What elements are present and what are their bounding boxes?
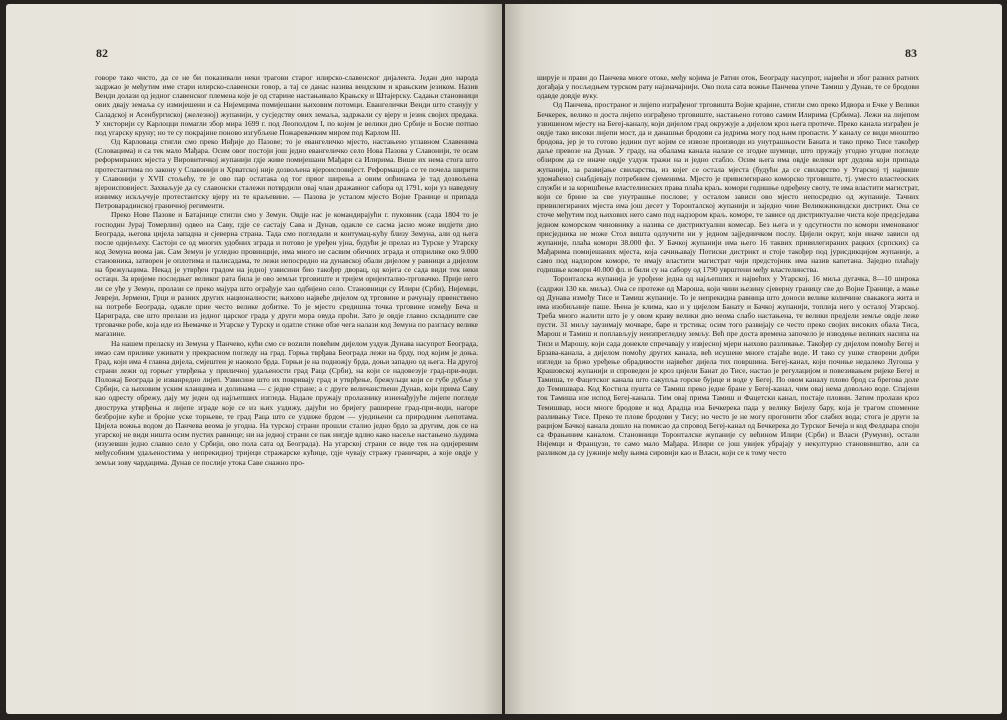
paragraph: Преко Нове Пазове и Батајнице стигли смо у Земун. Овдје нас је командирајући г. пуковник (сада 1804 то је господин Јурај Томерлин) одвео на Саву, гдје се састају Сава и Дунав, одакле се сасма јасно може видјети дио Београда, његова цијела западна и сјеверна страна. Тада смо погледали и контумац-кућу близу Земуна, али од њега после одијељеху. Састоји се од многих удобних зграда и потово је уређен ујна, будући је прелаз из Турске у Угарску код Земуна веома јак. Сам Земун је угледно провинције, има много не сасвим обичних зграда и отприлике око 9.000 становника, затворен је оплотима и палисадама, те лежи непосредно на дунавској обали дијелом у равници а дијелом на брежуљцима. Некад је утврђен градом на једној узвисини био такођер дворац, од којега се сада види тек неки остаци. За вријеме последњег великог рата била је ово земљи трговиште и тријем оријентално-трговачко. Прије него ли се уђе у Земун, пролази се преко мајура што ограђује хао одбијено село. Становници су Илири (Срби), Нијемци, Јевреји, Јермени, Грци и разних других националности; њихово највеће дијелом од трговине и рачунају првенствено на потребе Београда, одакле прие често велике добитке. То је мјесто средишна точка трговине између Беча и Цариграда, све што прелази из једног царског града у други мора овуда проћи. Зато је овдје главно складиште све трговачке робе, која иде из Њемачке и Угарске у Турску и одатле стиже обзе чега налази код Земуна по разгласу велике магазине. (95, 210, 478, 339)
right-page-body (537, 73, 919, 458)
paragraph: Од Карловаца стигли смо преко Инђије до Пазове; то је евангеличко мјесто, настањено углавном Славенима (Словацима) и са тек мало Мађара. Осим овог постоји још једно евангеличко село Нова Пазова у Славонији, те осам реформираних мјеста у Вировитичкој жупанији гдје живе помијешани Мађари са Илирима. Више их нема стога што протестантима по закону у Славонији и Хрватској није дозвољена вјероисповијест. Реформација се тe почела ширити у Славонији у XVII стољећу, те је ово пар остатака од тог првог ширења а овим опћинама је тад дозвољена вјероисповијест. Захваљује да су славонски сталежи потврдили овај члан дражавног сабора од 1791, који уз наведену изнимку искључује протестантску вјеру из те краљевине. — Пазова је усталом мјесто Војне Границе и припада Петроварадинској граничној регименти. (95, 137, 478, 211)
paragraph: На нашем преласку из Земуна у Панчево, кући смо се вozили повећим дијелом уздуж Дунава насупрот Београда, имао сам прилике уживати у прекрасном погледу на град. Горња тврђава Београда лежи на брду, под којим је доња. Град, који има 4 главна дијела, смјештен је наоколо брда. Горњи је на подножју брда, доњи западно од њега. На другој страни лежи од горњег утврђења у приличној удаљености град Раца (Срби), на који се надовезује град-при-води. Положај Београда је изванредно лијеп. Узвисине што их покривају град и утврђење, брежуљци који се губе дубље у Србији, са њиховим уским кланцима и долинама — с једне стране; а с друге величанствени Дунав, који прима Саву као одресту обрежу, дају му једен од најљепших изгледа. Надале пружају пролазнику изненађујуће лијепе погледе двострука утврђења и лијепе зграде које се из њих уздижу, дајући но бријегу раширене град-при-води, нагоре безбројне куће и бројне уске торњеве, те град Раца што се уздиже брдом — уједињени са природним љепотама. Цијела вожња водом до Панчева веома је угодна. На турској страни прошли сталио једно брдо за другим, док се на угарској не види ништа осим пустих равнице; ни на једној страни се пак нигдје вдлио како насеље настањено људима (изузевши једно славно село у Србији, ово пола сата од Београда). На угарској страни се виде тек на одијереним међусобним удаљеностима у непрекидној тријеци стражарске кућице, гдје чувају стражу граничари, а које овдје у земљи зову чардацима. Дунав се послије утока Саве снажно про- (95, 338, 478, 467)
page-number: 83 (905, 46, 917, 60)
paragraph: Од Панчева, пространог и лијепо изграђеног трговишта Војне крајине, стигли смо преко Идвора и Ечке у Велики Бечкерек, велико и доста лијепо изграђено трговиште, настањено готово самим Илирима (Србима). Лежи на лијепом узвишеном мјесту на Бегеј-каналу, који дијелом град окружује а дијелом кроз њега протиче. Преко канала изграђен је овдје тако високи лијепи мост, да и данашњи бродови са једрима могу под њим пропасти. У каналу се види мноштво бродова, јер је то готово једини пут којим се извозе производи из унутрашњости Баната и тако преко Тисе такођер даље превозе на Дунав. У граду, на обалама канала налазе се згодне шумице, што пружају угодно угодне погледе обзиром да се иначе овдје уздуж тражи на и једно стабло. Осим њега има овдје велики врт дудова који припада жупанији, за развијање свиларства, из којег се остала мјеста (будући да се свиларство у Угарској тј највише удомаћено) снабдјевају потребним сјеменима. Мјесто је привилегирано коморско трговиште, тј. уместо властеоских служби и за коришћење властелинских права плаћа краљ. комори годишње одређену своту, те има властити магистрат, који се брине за све унутрашње послове; у осталом зависи ово мјесто непосредно од жупаније. Тачних привилегираних мјеста има још десет у Торонталској жупанији и заједно чине Великокикиндски дистрикт. Она се сточе међутим под њихових него само под надзором краљ. коморе, те зависе од дистриктуалне чиста које предсједава једном коморском чиновнику а назива се дистриктуални комесар. Без њега и у одсутности по комори именованог присједника не може Стол вишта одлучити ни у једном зајједничком послу. Цијели округ, који иначе зависи од жупаније, плаћа комори 38.000 фл. У Бачкој жупанији има њего 16 таквих привилегираних рацких (српских) са Мађарима помијешаних мјеста, која сачињавају Потиски дистрикт и стоје такођер под јурисдикцијом жупаније, а само под надзором коморе, те имају властити магистрат чији предстојник има назив капетана. Заједно плаћају годишње комори 40.000 фл. и били су на сабору од 1790 уврштени међу властелинства. (537, 100, 919, 275)
paragraph: говоре тако чисто, да се не би показивали неки трагови старог илирско-славенског дијалекта. Један дио народа задржао је међутим имe стари илирско-славенски говор, а тај се данас назива вендским и крањским језиком. Назив Венди долази од једног славенског племена које је од старине настањивало Крањску и Штајерску. Садањи становници ових двају земаља су измијешени и са Нијемцима помијешани њиховим потомци. Евангелички Венди што станују у Саладској и Асенбургиској (железној) жупанији, у сусједству ових земаља, задржали су вјеру и језик својих предака. У хисторији су Карлоцци помагли збор мира 1699 г. под Леополдом I, по којем је велики дио Србије и Босне потпао под угарску круну; но те су покрајине поново изгубљене Пожаревачким миром под Карлом III. (95, 73, 478, 137)
paragraph: ширује и прави до Панчева многе отоке, међу којима је Ратни оток, Београду насупрот, највећи и због разних ратних догађаја у посљедњем турском рату најзначајнији. Око пола сата вожње Панчева утиче Тамиш у Дунав, те се бродови одавде довдје вуку. (537, 73, 919, 101)
right-page (505, 4, 1002, 714)
left-page-body (95, 73, 478, 467)
paragraph: Торонталска жупанија је урођене једна од најљепших и највећих у Угарској, 16 миља дугачка, 8—10 широка (садржи 130 кв. миља). Она се протеже од Мароша, који чини њезину сјеверну границу све до Војне Границе, а мање од Дунава између Тисе и Тамиш жупаније. То је непрекидна равница што доноси велике количине свакакога жита и има изобиљније паше. Њена је клима, као и у цијелом Банату и Бачкој жупанији, топлија него у осталој Угарској. Треба много жалити што је у овом краву велики дио веома слабо настањена, те велики предјели земље овдје леже пусти. 31 миљу заузимају мочваре, баре и трстика; осим того развијају се често преко својих високих обала Тиса, Марош и Тамиш и поплављују неизпрегледну земљу. Већ пре доста времена започело је изводење великих насипа на Тиси и Марошу, који сада донекле спречавају у извјесној мјери њихово разливање. Такођер су дијелом помоћу Бегеј и Брзава-канала, а дијелом помоћу других канала, већ исушене многе стајаће воде. И тако су ушке створени добри изгледи за бржо уређење обрадивости највећег дијела тих површина. Бегеј-канал, који почиње недалеко Лугоша у Крашовској жупанији и спроведен је кроз цијели Банат до Тисе, настао је регулацијом и повезивањем ријеке Бегеј и Тамиша, те Фацетског канала што сакупља горске бујице и воде у Бегеј. По овом каналу плово брод са брегова доле до Темишвара. Код Костила пушта се Тамиш преко једне бране у Бегеј-канал, чим овај нема довољно воде. Спајени ток Тамиша изе испод Бегеј-канала. Тим овај прима Тамиш и Фацетски канал, постаје пловни. Затим пролази кроз Темишвар, носи многе бродове и код Арадца иза Бечкерека пада у велику Бијелу бару, која је трагом споменне разливању Тисе. Преко те плове бродови у Тису; но често је не могу прогонити због слабих вода; стога је други за рацијом Бачкој канала дошло на помисао да спровод Бегеј-канал од Бечкерека до Турског Бечеја и код Фелдвара споји са Фрањиним каналом. Становници Торонталске жупаније су већином Илири (Срби) и Власи (Румуни), остали Нијемци и Французи, те само мало Мађара. Илири се још увијек убрајају у некултурно становништво, али са разликом да су јужније међу њима сировији као и Власи, који се к тому често (537, 274, 919, 458)
page-number: 82 (96, 46, 108, 60)
left-page (6, 4, 502, 714)
